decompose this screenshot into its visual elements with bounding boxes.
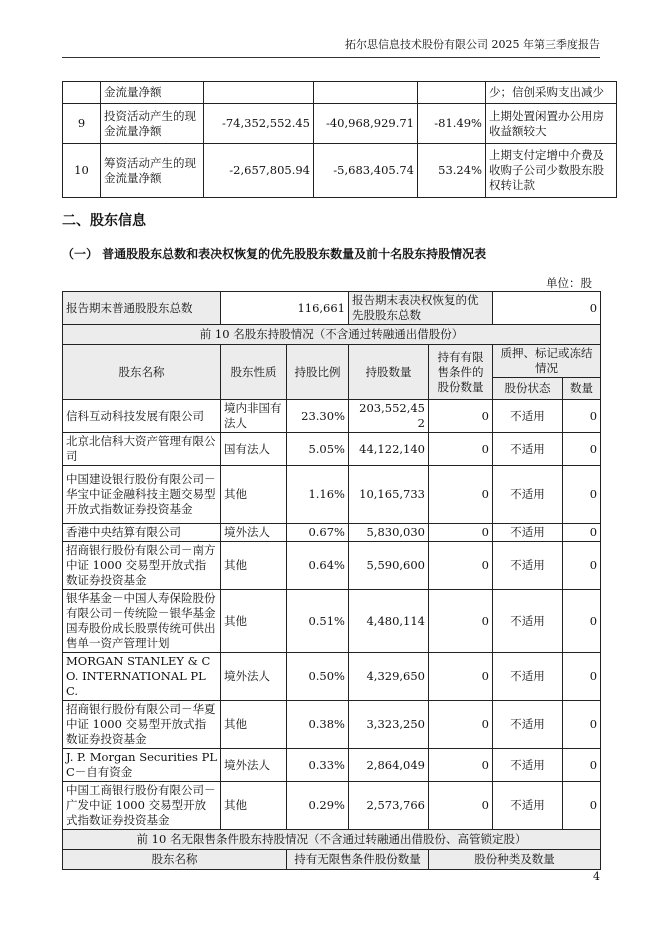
shareholder-ratio: 0.33%	[287, 749, 349, 782]
shareholder-name: 香港中央结算有限公司	[63, 524, 221, 542]
shareholder-name: 中国工商银行股份有限公司－广发中证 1000 交易型开放式指数证券投资基金	[63, 782, 221, 830]
shareholder-count: 0	[563, 524, 601, 542]
shareholder-nature: 其他	[221, 466, 287, 524]
shareholder-row	[63, 542, 601, 590]
cashflow-current: -2,657,805.94	[204, 144, 314, 198]
shareholder-row	[63, 782, 601, 830]
cashflow-table	[62, 81, 617, 198]
header-rule	[62, 57, 600, 58]
cashflow-prior: -5,683,405.74	[314, 144, 418, 198]
shareholder-qty: 3,323,250	[349, 701, 429, 749]
col-pledge: 质押、标记或冻结情况	[493, 345, 601, 378]
shareholder-qty: 2,864,049	[349, 749, 429, 782]
common-holders-label: 报告期末普通股股东总数	[63, 292, 221, 325]
shareholder-restricted: 0	[429, 433, 493, 466]
shareholder-restricted: 0	[429, 653, 493, 701]
cashflow-prior: -40,968,929.71	[314, 104, 418, 144]
cashflow-row	[63, 104, 617, 144]
shareholder-qty: 4,329,650	[349, 653, 429, 701]
cashflow-change	[418, 82, 486, 104]
col-count: 数量	[563, 378, 601, 400]
cashflow-item: 金流量净额	[101, 82, 204, 104]
unit-label: 单位：股	[546, 276, 592, 290]
shareholder-row	[63, 400, 601, 433]
shareholder-table	[62, 291, 601, 870]
col-status: 股份状态	[493, 378, 563, 400]
shareholder-qty: 4,480,114	[349, 590, 429, 653]
ucol-name: 股东名称	[63, 850, 287, 870]
common-holders-value: 116,661	[221, 292, 349, 325]
top10-caption: 前 10 名股东持股情况（不含通过转融通出借股份）	[63, 325, 601, 345]
shareholder-restricted: 0	[429, 749, 493, 782]
shareholder-ratio: 23.30%	[287, 400, 349, 433]
shareholder-ratio: 0.50%	[287, 653, 349, 701]
shareholder-status: 不适用	[493, 701, 563, 749]
cashflow-item: 筹资活动产生的现金流量净额	[101, 144, 204, 198]
cashflow-no	[63, 82, 101, 104]
shareholder-qty: 5,590,600	[349, 542, 429, 590]
shareholder-count: 0	[563, 653, 601, 701]
shareholder-row	[63, 524, 601, 542]
shareholder-nature: 境外法人	[221, 524, 287, 542]
shareholder-row	[63, 701, 601, 749]
shareholder-name: 中国建设银行股份有限公司－华宝中证金融科技主题交易型开放式指数证券投资基金	[63, 466, 221, 524]
shareholder-qty: 203,552,452	[349, 400, 429, 433]
shareholder-count: 0	[563, 749, 601, 782]
col-nature: 股东性质	[221, 345, 287, 400]
shareholder-status: 不适用	[493, 590, 563, 653]
shareholder-row	[63, 590, 601, 653]
cashflow-change: -81.49%	[418, 104, 486, 144]
cashflow-reason: 上期处置闲置办公用房收益额较大	[486, 104, 617, 144]
shareholder-count: 0	[563, 590, 601, 653]
page-header: 拓尔思信息技术股份有限公司 2025 年第三季度报告	[345, 38, 600, 51]
cashflow-no: 9	[63, 104, 101, 144]
pref-holders-label: 报告期末表决权恢复的优先股股东总数	[349, 292, 493, 325]
cashflow-current	[204, 82, 314, 104]
col-ratio: 持股比例	[287, 345, 349, 400]
shareholder-ratio: 0.29%	[287, 782, 349, 830]
col-restricted: 持有有限售条件的股份数量	[429, 345, 493, 400]
shareholder-status: 不适用	[493, 749, 563, 782]
shareholder-count: 0	[563, 466, 601, 524]
shareholder-count: 0	[563, 701, 601, 749]
cashflow-no: 10	[63, 144, 101, 198]
shareholder-ratio: 0.51%	[287, 590, 349, 653]
shareholder-row	[63, 433, 601, 466]
cashflow-row	[63, 82, 617, 104]
shareholder-restricted: 0	[429, 782, 493, 830]
cashflow-row	[63, 144, 617, 198]
shareholder-restricted: 0	[429, 400, 493, 433]
shareholder-nature: 其他	[221, 590, 287, 653]
shareholder-name: J. P. Morgan Securities PLC－自有资金	[63, 749, 221, 782]
col-qty: 持股数量	[349, 345, 429, 400]
shareholder-restricted: 0	[429, 524, 493, 542]
shareholder-name: 招商银行股份有限公司－华夏中证 1000 交易型开放式指数证券投资基金	[63, 701, 221, 749]
shareholder-status: 不适用	[493, 433, 563, 466]
shareholder-count: 0	[563, 542, 601, 590]
shareholder-ratio: 0.64%	[287, 542, 349, 590]
cashflow-item: 投资活动产生的现金流量净额	[101, 104, 204, 144]
shareholder-name: MORGAN STANLEY & CO. INTERNATIONAL PLC.	[63, 653, 221, 701]
shareholder-qty: 10,165,733	[349, 466, 429, 524]
shareholder-count: 0	[563, 782, 601, 830]
shareholder-name: 银华基金－中国人寿保险股份有限公司－传统险－银华基金国寿股份成长股票传统可供出售单一资产管理计划	[63, 590, 221, 653]
shareholder-nature: 境外法人	[221, 653, 287, 701]
cashflow-current: -74,352,552.45	[204, 104, 314, 144]
shareholder-nature: 国有法人	[221, 433, 287, 466]
shareholder-nature: 其他	[221, 782, 287, 830]
shareholder-row	[63, 653, 601, 701]
shareholder-status: 不适用	[493, 524, 563, 542]
unrestricted-caption: 前 10 名无限售条件股东持股情况（不含通过转融通出借股份、高管锁定股）	[63, 830, 601, 850]
shareholder-ratio: 0.67%	[287, 524, 349, 542]
cashflow-prior	[314, 82, 418, 104]
shareholder-nature: 其他	[221, 701, 287, 749]
ucol-qty: 持有无限售条件股份数量	[287, 850, 429, 870]
shareholder-nature: 境外法人	[221, 749, 287, 782]
shareholder-status: 不适用	[493, 466, 563, 524]
shareholder-nature: 其他	[221, 542, 287, 590]
cashflow-change: 53.24%	[418, 144, 486, 198]
ucol-type: 股份种类及数量	[429, 850, 601, 870]
shareholder-restricted: 0	[429, 466, 493, 524]
shareholder-ratio: 5.05%	[287, 433, 349, 466]
shareholder-qty: 5,830,030	[349, 524, 429, 542]
shareholder-status: 不适用	[493, 782, 563, 830]
shareholder-row	[63, 749, 601, 782]
shareholder-ratio: 1.16%	[287, 466, 349, 524]
shareholder-count: 0	[563, 433, 601, 466]
shareholder-restricted: 0	[429, 701, 493, 749]
subsection-title: （一） 普通股股东总数和表决权恢复的优先股股东数量及前十名股东持股情况表	[62, 247, 487, 261]
col-name: 股东名称	[63, 345, 221, 400]
shareholder-status: 不适用	[493, 653, 563, 701]
shareholder-name: 招商银行股份有限公司－南方中证 1000 交易型开放式指数证券投资基金	[63, 542, 221, 590]
page-number: 4	[593, 870, 600, 883]
shareholder-ratio: 0.38%	[287, 701, 349, 749]
cashflow-reason: 上期支付定增中介费及收购子公司少数股东股权转让款	[486, 144, 617, 198]
shareholder-qty: 2,573,766	[349, 782, 429, 830]
shareholder-status: 不适用	[493, 400, 563, 433]
section-title: 二、股东信息	[62, 213, 146, 229]
cashflow-reason: 少；信创采购支出减少	[486, 82, 617, 104]
shareholder-row	[63, 466, 601, 524]
shareholder-count: 0	[563, 400, 601, 433]
shareholder-restricted: 0	[429, 590, 493, 653]
shareholder-name: 信科互动科技发展有限公司	[63, 400, 221, 433]
pref-holders-value: 0	[493, 292, 601, 325]
shareholder-qty: 44,122,140	[349, 433, 429, 466]
shareholder-name: 北京北信科大资产管理有限公司	[63, 433, 221, 466]
shareholder-restricted: 0	[429, 542, 493, 590]
shareholder-nature: 境内非国有法人	[221, 400, 287, 433]
shareholder-status: 不适用	[493, 542, 563, 590]
